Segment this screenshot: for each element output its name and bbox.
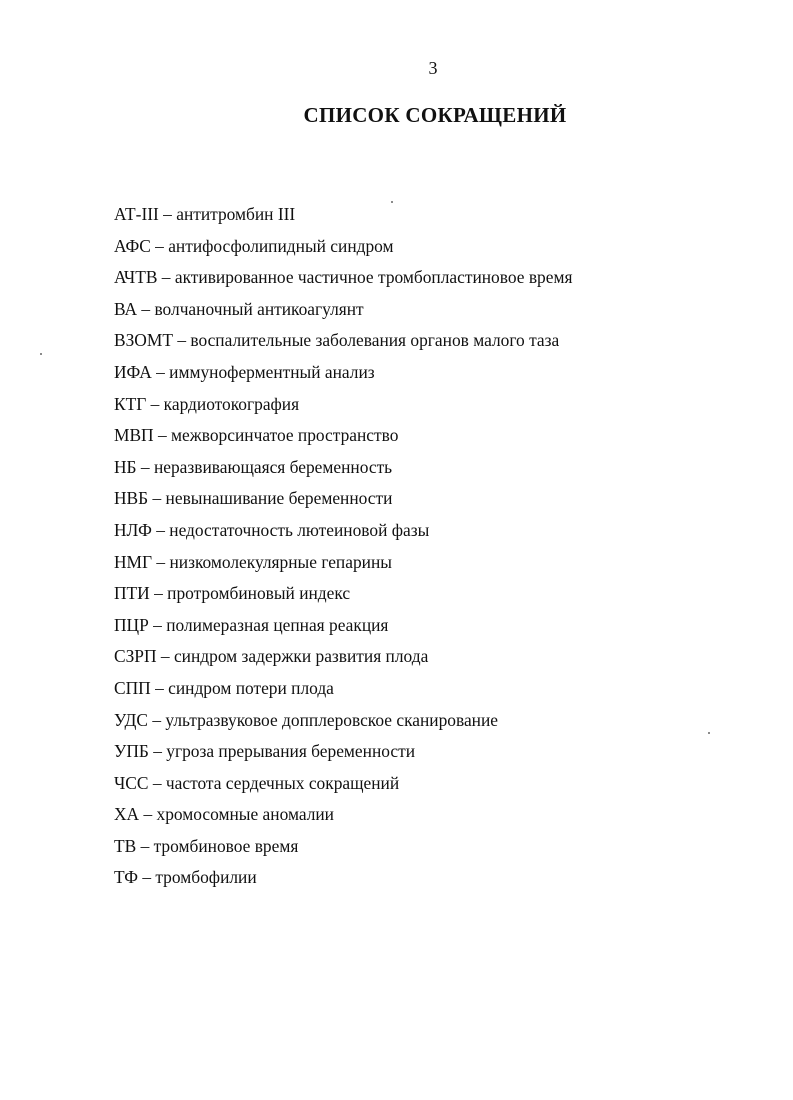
abbreviation-term: ПЦР — [114, 614, 149, 635]
abbreviation-definition: активированное частичное тромбопластиновое время — [174, 267, 573, 288]
abbreviation-item — [114, 486, 572, 518]
dash-separator: – — [152, 551, 170, 572]
abbreviation-term: НБ — [114, 456, 137, 477]
abbreviation-item — [114, 550, 572, 582]
abbreviation-definition: иммуноферментный анализ — [169, 361, 375, 382]
abbreviation-item — [114, 297, 572, 329]
abbreviation-item — [114, 834, 572, 866]
abbreviation-item — [114, 202, 572, 234]
abbreviation-definition: невынашивание беременности — [165, 488, 393, 509]
abbreviation-definition: воспалительные заболевания органов малого таза — [190, 330, 560, 351]
abbreviation-term: ВЗОМТ — [114, 330, 173, 351]
abbreviation-item — [114, 802, 572, 834]
abbreviation-term: АТ-III — [114, 204, 159, 224]
abbreviation-item — [114, 423, 572, 455]
abbreviation-item — [114, 455, 572, 487]
abbreviation-definition: хромосомные аномалии — [156, 804, 334, 825]
abbreviation-item — [114, 328, 572, 360]
abbreviation-term: ХА — [114, 804, 140, 825]
abbreviation-term: АФС — [114, 235, 151, 256]
dash-separator: – — [153, 425, 172, 446]
abbreviation-definition: протромбиновый индекс — [167, 583, 351, 604]
dash-separator: – — [150, 235, 169, 256]
dash-separator: – — [137, 867, 156, 888]
abbreviation-item — [114, 392, 572, 424]
scan-speck — [40, 353, 42, 355]
dash-separator: – — [146, 393, 164, 414]
dash-separator: – — [148, 614, 167, 635]
abbreviation-term: ТВ — [114, 835, 137, 856]
abbreviation-term: УПБ — [114, 741, 149, 762]
abbreviation-item — [114, 360, 572, 392]
abbreviation-term: ЧСС — [114, 772, 149, 793]
abbreviation-term: КТГ — [114, 393, 147, 414]
abbreviation-item — [114, 518, 572, 550]
abbreviation-definition: тромбофилии — [155, 867, 257, 888]
dash-separator: – — [136, 835, 154, 856]
abbreviation-definition: волчаночный антикоагулянт — [154, 298, 364, 319]
abbreviation-definition: межворсинчатое пространство — [171, 425, 399, 446]
dash-separator: – — [139, 804, 157, 825]
abbreviation-item — [114, 265, 572, 297]
abbreviation-item — [114, 865, 572, 897]
abbreviation-item — [114, 234, 572, 266]
abbreviation-term: НВБ — [114, 488, 149, 509]
abbreviation-term: ИФА — [114, 361, 152, 382]
dash-separator: – — [148, 741, 167, 762]
abbreviation-definition: синдром задержки развития плода — [173, 646, 429, 667]
dash-separator: – — [158, 204, 177, 224]
dash-separator: – — [172, 330, 191, 351]
abbreviation-item — [114, 771, 572, 803]
abbreviation-definition: синдром потери плода — [168, 677, 334, 698]
abbreviation-definition: антифосфолипидный синдром — [168, 235, 394, 256]
abbreviation-term: АЧТВ — [114, 267, 158, 288]
abbreviation-definition: кардиотокография — [163, 393, 300, 414]
dash-separator: – — [156, 646, 174, 667]
dash-separator: – — [149, 583, 168, 604]
scan-speck — [391, 201, 393, 203]
abbreviation-definition: низкомолекулярные гепарины — [169, 551, 392, 572]
abbreviation-definition: частота сердечных сокращений — [165, 772, 400, 793]
dash-separator: – — [151, 519, 170, 540]
abbreviation-term: УДС — [114, 709, 149, 730]
abbreviation-item — [114, 739, 572, 771]
page-number: 3 — [428, 58, 438, 78]
abbreviation-item — [114, 644, 572, 676]
abbreviation-definition: антитромбин III — [176, 204, 296, 224]
abbreviation-term: МВП — [114, 425, 154, 446]
dash-separator: – — [136, 456, 154, 477]
abbreviation-definition: полимеразная цепная реакция — [166, 614, 389, 635]
abbreviation-item — [114, 581, 572, 613]
abbreviation-definition: тромбиновое время — [153, 835, 299, 856]
dash-separator: – — [137, 298, 155, 319]
abbreviation-term: СПП — [114, 677, 151, 698]
dash-separator: – — [157, 267, 175, 288]
abbreviation-term: НМГ — [114, 551, 153, 572]
dash-separator: – — [148, 488, 166, 509]
abbreviation-term: СЗРП — [114, 646, 157, 667]
abbreviation-definition: недостаточность лютеиновой фазы — [169, 519, 430, 540]
abbreviation-definition: неразвивающаяся беременность — [153, 456, 393, 477]
abbreviation-list — [114, 202, 572, 897]
dash-separator: – — [151, 361, 170, 382]
dash-separator: – — [148, 709, 166, 730]
abbreviation-item — [114, 613, 572, 645]
dash-separator: – — [148, 772, 166, 793]
abbreviation-item — [114, 676, 572, 708]
abbreviation-definition: угроза прерывания беременности — [166, 741, 416, 762]
page-title: СПИСОК СОКРАЩЕНИЙ — [303, 103, 567, 127]
abbreviation-definition: ультразвуковое допплеровское сканирование — [165, 709, 499, 730]
abbreviation-item — [114, 708, 572, 740]
abbreviation-term: ПТИ — [114, 583, 150, 604]
scan-speck — [708, 732, 710, 734]
abbreviation-term: ВА — [114, 298, 138, 319]
abbreviation-term: НЛФ — [114, 519, 152, 540]
dash-separator: – — [150, 677, 169, 698]
abbreviation-term: ТФ — [114, 867, 138, 888]
